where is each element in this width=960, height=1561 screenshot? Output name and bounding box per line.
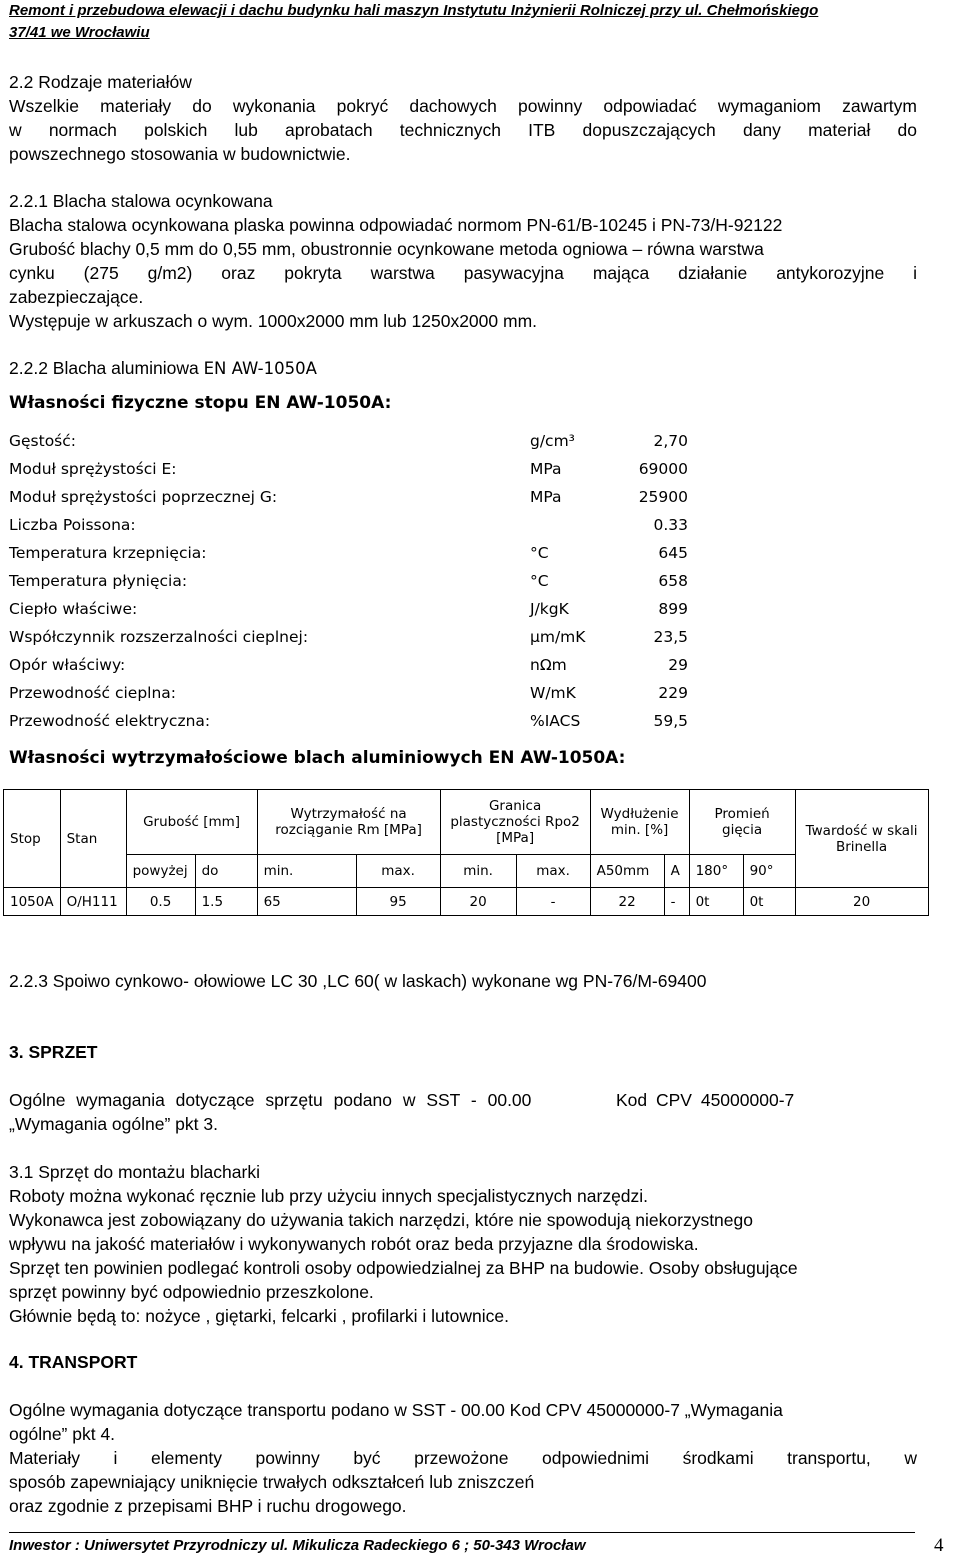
section-3-1-line2: Wykonawca jest zobowiązany do używania takich narzędzi, które nie spowodują niekorzystnego xyxy=(9,1210,753,1230)
doc-header-line1: Remont i przebudowa elewacji i dachu budynku hali maszyn Instytutu Inżynierii Rolniczej przy ul. Chełmońskiego xyxy=(9,2,819,19)
property-name: Współczynnik rozszerzalności cieplnej: xyxy=(9,628,309,646)
property-name: Przewodność cieplna: xyxy=(9,684,177,702)
section-2-2-1-line2: Grubość blachy 0,5 mm do 0,55 mm, obustronnie ocynkowane metoda ogniowa – równa warstwa xyxy=(9,239,764,259)
th-stan: Stan xyxy=(60,790,126,888)
section-4-line4: sposób zapewniający uniknięcie trwałych odkształceń lub zniszczeń xyxy=(9,1472,535,1492)
property-unit: W/mK xyxy=(530,684,576,702)
th-rp: Granica plastyczności Rpo2 [MPa] xyxy=(440,790,590,855)
property-name: Moduł sprężystości E: xyxy=(9,460,177,478)
property-value: 69000 xyxy=(638,460,688,478)
section-3-1-line1: Roboty można wykonać ręcznie lub przy użyciu innych specjalistycznych narzędzi. xyxy=(9,1186,649,1206)
section-2-2-1-line1: Blacha stalowa ocynkowana plaska powinna odpowiadać normom PN-61/B-10245 i PN-73/H-92122 xyxy=(9,215,783,235)
section-2-2-2-heading xyxy=(9,357,317,381)
section-4-line3: Materiały i elementy powinny być przewożone odpowiednimi środkami transportu, w xyxy=(9,1448,917,1468)
property-value: 2,70 xyxy=(653,432,688,450)
section-2-2-line1: Wszelkie materiały do wykonania pokryć dachowych powinny odpowiadać wymaganiom zawartym xyxy=(9,96,917,116)
sub-header-cell: 90° xyxy=(743,855,795,888)
table-cell: - xyxy=(664,888,689,916)
sub-header-cell: max. xyxy=(356,855,440,888)
footer-divider xyxy=(9,1532,915,1533)
strength-table xyxy=(3,789,929,916)
table-cell: 20 xyxy=(795,888,928,916)
section-3-general-text: Ogólne wymagania dotyczące sprzętu podano w SST - 00.00 xyxy=(9,1090,532,1110)
sub-header-cell: max. xyxy=(516,855,590,888)
property-value: 229 xyxy=(658,684,688,702)
property-unit: MPa xyxy=(530,460,562,478)
section-3-1-line5: sprzęt powinny być odpowiednio przeszkolone. xyxy=(9,1282,374,1302)
table-cell: 22 xyxy=(590,888,664,916)
property-name: Moduł sprężystości poprzecznej G: xyxy=(9,488,278,506)
sub-header-cell: A50mm xyxy=(590,855,664,888)
page-number: 4 xyxy=(934,1535,944,1556)
section-2-2-line2: w normach polskich lub aprobatach technicznych ITB dopuszczających dany materiał do xyxy=(9,120,917,140)
property-name: Przewodność elektryczna: xyxy=(9,712,211,730)
th-twardosc: Twardość w skali Brinella xyxy=(795,790,928,888)
table-cell: 1050A xyxy=(4,888,61,916)
table-cell: 0t xyxy=(689,888,743,916)
table-cell: 1.5 xyxy=(195,888,257,916)
strength-properties-title: Własności wytrzymałościowe blach aluminiowych EN AW-1050A: xyxy=(9,748,626,768)
section-4-line1: Ogólne wymagania dotyczące transportu podano w SST - 00.00 Kod CPV 45000000-7 „Wymagania xyxy=(9,1400,783,1420)
property-value: 658 xyxy=(658,572,688,590)
property-unit: MPa xyxy=(530,488,562,506)
property-unit: %IACS xyxy=(530,712,581,730)
property-name: Opór właściwy: xyxy=(9,656,126,674)
section-2-2-2-alloy: EN AW-1050A xyxy=(203,359,317,378)
table-cell: O/H111 xyxy=(60,888,126,916)
sub-header-cell: do xyxy=(195,855,257,888)
th-wydluzenie: Wydłużenie min. [%] xyxy=(590,790,689,855)
section-2-2-3-text: 2.2.3 Spoiwo cynkowo- ołowiowe LC 30 ,LC 60( w laskach) wykonane wg PN-76/M-69400 xyxy=(9,971,707,991)
sub-header-cell: powyżej xyxy=(126,855,195,888)
sub-header-cell: min. xyxy=(257,855,356,888)
property-value: 29 xyxy=(668,656,688,674)
section-4-heading: 4. TRANSPORT xyxy=(9,1352,138,1372)
property-value: 0.33 xyxy=(653,516,688,534)
section-3-1-line6: Głównie będą to: nożyce , giętarki, felcarki , profilarki i lutownice. xyxy=(9,1306,509,1326)
property-value: 23,5 xyxy=(653,628,688,646)
sub-header-cell: A xyxy=(664,855,689,888)
section-2-2-1-line5: Występuje w arkuszach o wym. 1000x2000 mm lub 1250x2000 mm. xyxy=(9,311,538,331)
table-cell: 20 xyxy=(440,888,516,916)
sub-header-cell: min. xyxy=(440,855,516,888)
th-grubosc: Grubość [mm] xyxy=(126,790,257,855)
section-3-cpv-code: Kod CPV 45000000-7 xyxy=(616,1090,795,1110)
section-3-general-line2: „Wymagania ogólne” pkt 3. xyxy=(9,1114,218,1134)
section-4-line2: ogólne” pkt 4. xyxy=(9,1424,116,1444)
th-stop: Stop xyxy=(4,790,61,888)
property-name: Temperatura krzepnięcia: xyxy=(9,544,207,562)
property-unit: °C xyxy=(530,544,549,562)
section-2-2-2-heading-prefix: 2.2.2 Blacha aluminiowa xyxy=(9,358,199,378)
property-unit: µm/mK xyxy=(530,628,586,646)
table-cell: 65 xyxy=(257,888,356,916)
property-unit: °C xyxy=(530,572,549,590)
section-2-2-line3: powszechnego stosowania w budownictwie. xyxy=(9,144,351,164)
physical-properties-title: Własności fizyczne stopu EN AW-1050A: xyxy=(9,393,392,413)
property-name: Ciepło właściwe: xyxy=(9,600,138,618)
section-3-1-heading: 3.1 Sprzęt do montażu blacharki xyxy=(9,1162,260,1182)
table-cell: - xyxy=(516,888,590,916)
doc-header-line2: 37/41 we Wrocławiu xyxy=(9,24,150,41)
property-name: Liczba Poissona: xyxy=(9,516,136,534)
section-2-2-1-line3: cynku (275 g/m2) oraz pokryta warstwa pasywacyjna mająca działanie antykorozyjne i xyxy=(9,263,917,283)
section-3-1-line4: Sprzęt ten powinien podlegać kontroli osoby odpowiedzialnej za BHP na budowie. Osoby obsługujące xyxy=(9,1258,798,1278)
section-2-2-1-line4: zabezpieczające. xyxy=(9,287,144,307)
property-unit: nΩm xyxy=(530,656,567,674)
table-cell: 0t xyxy=(743,888,795,916)
section-4-line5: oraz zgodnie z przepisami BHP i ruchu drogowego. xyxy=(9,1496,407,1516)
table-cell: 95 xyxy=(356,888,440,916)
section-3-heading: 3. SPRZET xyxy=(9,1042,98,1062)
section-3-general-line1 xyxy=(9,1089,794,1113)
th-promien: Promień gięcia xyxy=(689,790,795,855)
section-2-2-1-heading: 2.2.1 Blacha stalowa ocynkowana xyxy=(9,191,273,211)
property-name: Temperatura płynięcia: xyxy=(9,572,188,590)
section-3-1-line3: wpływu na jakość materiałów i wykonywanych robót oraz beda przyjazne dla środowiska. xyxy=(9,1234,699,1254)
property-value: 59,5 xyxy=(653,712,688,730)
table-cell: 0.5 xyxy=(126,888,195,916)
sub-header-cell: 180° xyxy=(689,855,743,888)
property-value: 645 xyxy=(658,544,688,562)
property-value: 899 xyxy=(658,600,688,618)
property-unit: J/kgK xyxy=(530,600,569,618)
section-2-2-heading: 2.2 Rodzaje materiałów xyxy=(9,72,192,92)
footer-investor: Inwestor : Uniwersytet Przyrodniczy ul. Mikulicza Radeckiego 6 ; 50-343 Wrocław xyxy=(9,1537,586,1554)
property-name: Gęstość: xyxy=(9,432,77,450)
property-value: 25900 xyxy=(638,488,688,506)
property-unit: g/cm³ xyxy=(530,432,575,450)
th-rm: Wytrzymałość na rozciąganie Rm [MPa] xyxy=(257,790,440,855)
